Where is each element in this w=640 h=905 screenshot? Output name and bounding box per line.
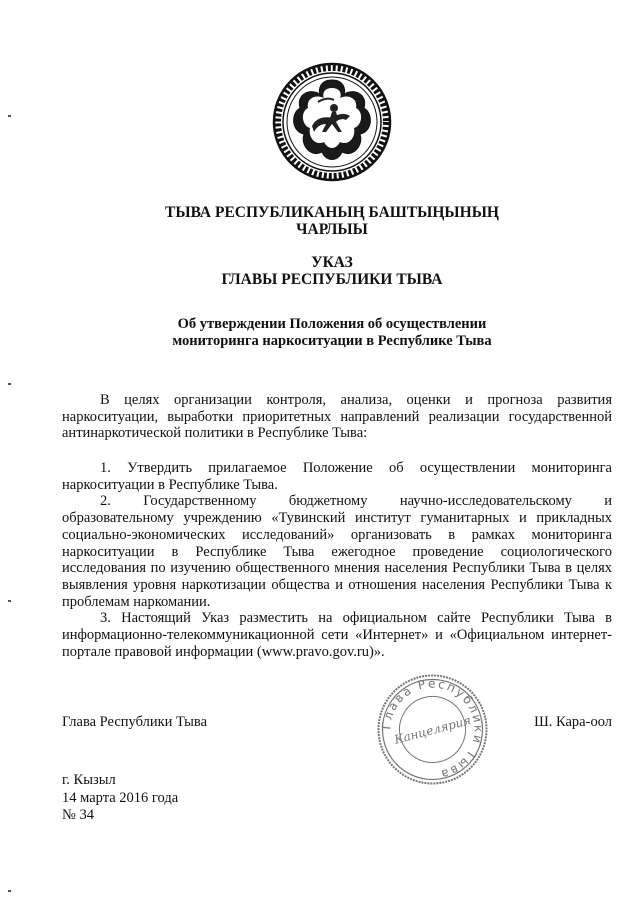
issue-date: 14 марта 2016 года	[62, 789, 179, 806]
scan-edge-mark	[8, 600, 11, 602]
decree-items	[62, 460, 612, 660]
signature-name: Ш. Кара-оол	[534, 714, 612, 730]
decree-subject	[60, 316, 604, 350]
header-top	[60, 204, 604, 238]
header-title-tuvan-2: ЧАРЛЫЫ	[296, 221, 368, 238]
signature-position: Глава Республики Тыва	[62, 714, 208, 730]
decree-label: УКАЗ	[311, 254, 353, 271]
scan-edge-mark	[8, 383, 11, 385]
preamble-text: В целях организации контроля, анализа, оценки и прогноза развития наркоситуации, выработки приоритетных направлений реализации государственной антинаркотической политики в Республике Тыва:	[62, 392, 612, 442]
header-title-tuvan: ТЫВА РЕСПУБЛИКАНЫҢ БАШТЫҢЫНЫҢ	[165, 204, 499, 221]
scan-edge-mark	[8, 890, 11, 892]
tuva-coat-of-arms-emblem	[272, 62, 392, 182]
subject-line-1: Об утверждении Положения об осуществлении	[177, 316, 487, 332]
decree-item-2: 2. Государственному бюджетному научно-исследовательскому и образовательному учреждению «Тувинский институт гуманитарных и прикладных социально-экономических исследований» организовать в рамках мониторинга наркоситуации в Республике Тыва ежегодное проведение социологического исследования по изучению общественного мнения населения Республики Тыва в целях выявления уровня наркотизации общества и отношения населения Республики Тыва к проблемам наркомании.	[62, 493, 612, 610]
stamp-ring-text: Глава Республики Тыва	[379, 676, 486, 782]
decree-number: № 34	[62, 807, 94, 823]
header-bottom	[60, 254, 604, 288]
stamp-center-text: Канцелярия	[392, 713, 473, 747]
preamble	[62, 392, 612, 442]
header-title-russian: ГЛАВЫ РЕСПУБЛИКИ ТЫВА	[221, 271, 443, 288]
subject-line-2: мониторинга наркоситуации в Республике Тыва	[172, 333, 492, 349]
scan-edge-mark	[8, 115, 11, 117]
issue-city: г. Кызыл	[62, 772, 116, 788]
issue-details	[62, 772, 178, 825]
decree-item-3: 3. Настоящий Указ разместить на официальном сайте Республики Тыва в информационно-телекоммуникационной сети «Интернет» и «Официальном интернет-портале правовой информации (www.pravo.gov.ru)».	[62, 610, 612, 660]
office-stamp-seal	[375, 672, 490, 787]
decree-item-1: 1. Утвердить прилагаемое Положение об осуществлении мониторинга наркоситуации в Республике Тыва.	[62, 460, 612, 493]
